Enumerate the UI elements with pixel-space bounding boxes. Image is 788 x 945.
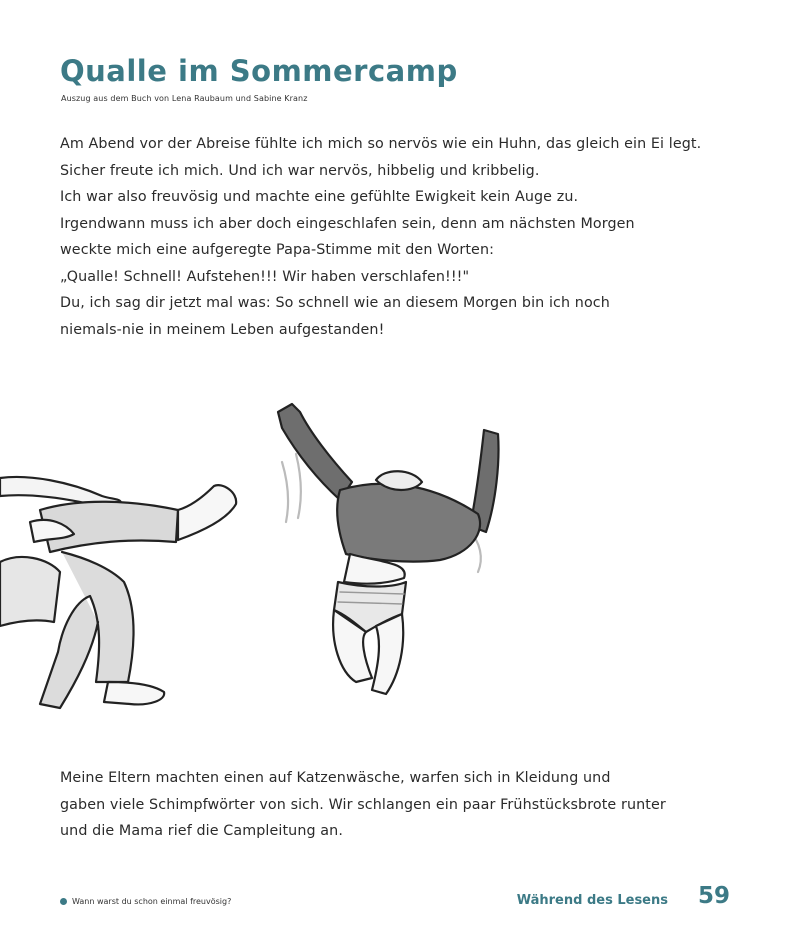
footer-question-text: Wann warst du schon einmal freuvösig?: [72, 897, 232, 906]
book-credit: Auszug aus dem Buch von Lena Raubaum und Sabine Kranz: [61, 94, 308, 103]
text-line: Irgendwann muss ich aber doch eingeschlafen sein, denn am nächsten Morgen: [60, 215, 635, 232]
paragraph-2: [60, 765, 666, 845]
page-title: Qualle im Sommercamp: [60, 54, 458, 88]
parents-legs-drawing: [0, 477, 236, 708]
bullet-dot-icon: [60, 898, 67, 905]
page-number: 59: [698, 883, 731, 909]
illustration: [0, 382, 788, 722]
text-line: niemals-nie in meinem Leben aufgestanden!: [60, 321, 385, 338]
section-label: Während des Lesens: [516, 893, 668, 908]
text-line: Am Abend vor der Abreise fühlte ich mich so nervös wie ein Huhn, das gleich ein Ei legt.: [60, 136, 702, 152]
text-line: „Qualle! Schnell! Aufstehen!!! Wir haben verschlafen!!!": [60, 268, 470, 285]
text-line: Ich war also freuvösig und machte eine gefühlte Ewigkeit kein Auge zu.: [60, 189, 579, 205]
footer-question: [60, 897, 231, 906]
text-line: gaben viele Schimpfwörter von sich. Wir schlangen ein paar Frühstücksbrote runter: [60, 796, 666, 813]
girl-jumping-drawing: [278, 404, 499, 694]
paragraph-1: [60, 131, 701, 343]
text-line: Du, ich sag dir jetzt mal was: So schnell wie an diesem Morgen bin ich noch: [60, 295, 610, 311]
text-line: Meine Eltern machten einen auf Katzenwäsche, warfen sich in Kleidung und: [60, 770, 611, 786]
text-line: und die Mama rief die Campleitung an.: [60, 823, 343, 839]
text-line: weckte mich eine aufgeregte Papa-Stimme mit den Worten:: [60, 242, 495, 258]
text-line: Sicher freute ich mich. Und ich war nervös, hibbelig und kribbelig.: [60, 162, 540, 179]
